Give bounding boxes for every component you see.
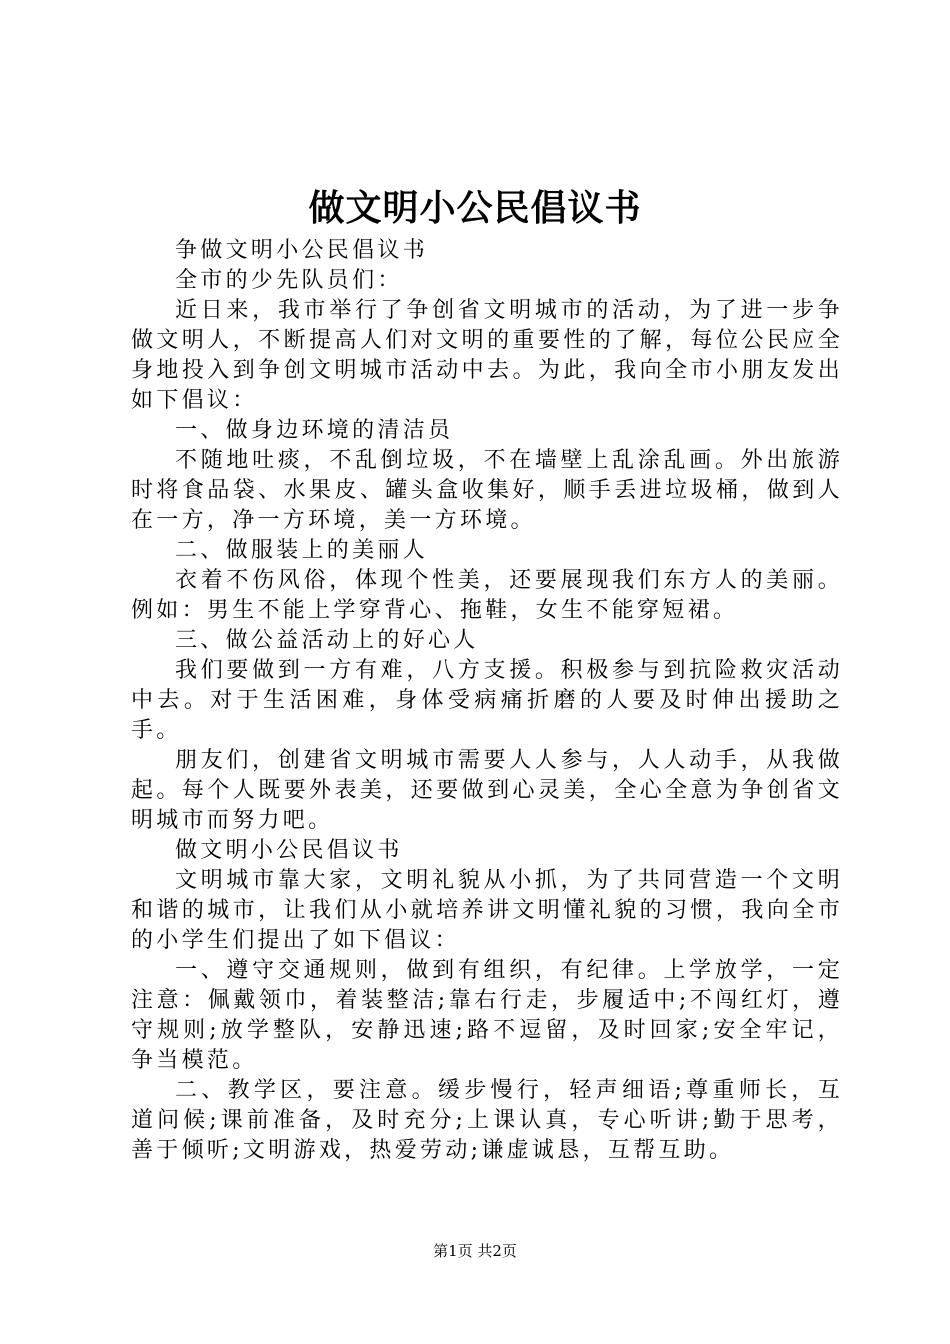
paragraph: 文明城市靠大家，文明礼貌从小抓，为了共同营造一个文明和谐的城市，让我们从小就培养讲文明懂礼貌的习惯，我向全市的小学生们提出了如下倡议： [131, 868, 843, 953]
paragraph: 不随地吐痰，不乱倒垃圾，不在墙壁上乱涂乱画。外出旅游时将食品袋、水果皮、罐头盒收集好，顺手丢进垃圾桶，做到人在一方，净一方环境，美一方环境。 [131, 448, 843, 533]
paragraph: 全市的少先队员们： [175, 268, 403, 293]
paragraph: 做文明小公民倡议书 [175, 838, 403, 863]
document-title: 做文明小公民倡议书 [308, 187, 642, 229]
paragraph: 一、做身边环境的清洁员 [175, 418, 454, 443]
paragraph: 朋友们，创建省文明城市需要人人参与，人人动手，从我做起。每个人既要外表美，还要做到心灵美，全心全意为争创省文明城市而努力吧。 [131, 748, 843, 833]
page-footer: 第1页 共2页 [433, 1242, 517, 1260]
paragraph: 争做文明小公民倡议书 [175, 238, 429, 263]
paragraph: 我们要做到一方有难，八方支援。积极参与到抗险救灾活动中去。对于生活困难，身体受病痛折磨的人要及时伸出援助之手。 [131, 658, 843, 743]
paragraph: 二、做服装上的美丽人 [175, 538, 429, 563]
paragraph: 一、遵守交通规则，做到有组织，有纪律。上学放学，一定注意：佩戴领巾，着装整洁;靠右行走，步履适中;不闯红灯，遵守规则;放学整队，安静迅速;路不逗留，及时回家;安全牢记，争当模范。 [131, 958, 843, 1073]
paragraph: 二、教学区，要注意。缓步慢行，轻声细语;尊重师长，互道问候;课前准备，及时充分;上课认真，专心听讲;勤于思考，善于倾听;文明游戏，热爱劳动;谦虚诚恳，互帮互助。 [131, 1078, 843, 1163]
document-body [131, 236, 843, 1166]
paragraph: 近日来，我市举行了争创省文明城市的活动，为了进一步争做文明人，不断提高人们对文明的重要性的了解，每位公民应全身地投入到争创文明城市活动中去。为此，我向全市小朋友发出如下倡议： [131, 298, 843, 413]
paragraph: 三、做公益活动上的好心人 [175, 628, 479, 653]
paragraph: 衣着不伤风俗，体现个性美，还要展现我们东方人的美丽。例如：男生不能上学穿背心、拖鞋，女生不能穿短裙。 [131, 568, 843, 623]
